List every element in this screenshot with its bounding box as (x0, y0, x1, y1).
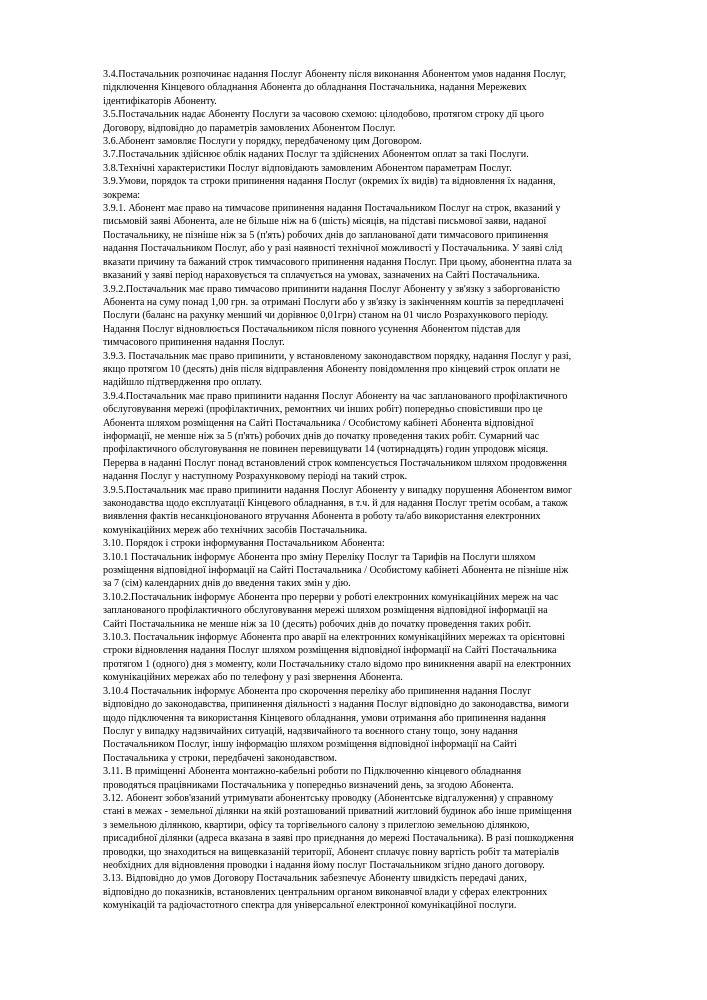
clause-3-10-4: 3.10.4 Постачальник інформує Абонента про скорочення переліку або припинення надання Послуг відповідно до законодавства, припинення діяльності з надання Послуг відповідно до законодавства, вимоги щодо підключення та використання Кінцевого обладнання, умови отримання або припинення надання Послуг у випадку надзвичайних ситуацій, надзвичайного та воєнного стану тощо, зону надання Постачальником Послуг, іншу інформацію шляхом розміщення відповідної інформації на Сайті Постачальника у строки, передбачені законодавством. (103, 685, 569, 764)
clause-3-4: 3.4.Постачальник розпочинає надання Послуг Абоненту після виконання Абонентом умов надання Послуг, підключення Кінцевого обладнання Абонента до обладнання Постачальника, надання Мережевих ідентифікаторів Абоненту. (103, 69, 567, 107)
clause-3-6: 3.6.Абонент замовляє Послуги у порядку, передбаченому цим Договором. (103, 136, 422, 148)
clause-3-13: 3.13. Відповідно до умов Договору Постачальник забезпечує Абоненту швидкість передачі даних, відповідно до показників, встановлених центральним органом виконавчої влади у сферах електронних комунікацій та радіочастотного спектра для універсальної електронної комунікаційної послуги. (103, 873, 548, 912)
clause-3-11: 3.11. В приміщенні Абонента монтажно-кабельні роботи по Підключенню кінцевого обладнання проводяться працівниками Постачальника у попередньо визначений день, за згодою Абонента. (103, 766, 522, 791)
clause-3-9: 3.9.Умови, порядок та строки припинення надання Послуг (окремих їх видів) та відновлення їх надання, зокрема: (103, 176, 556, 201)
clause-3-9-5: 3.9.5.Постачальник має право припинити надання Послуг Абоненту у випадку порушення Абонентом вимог законодавства щодо експлуатації Кінцевого обладнання, в т.ч. й для надання Послуг третім особам, а також виявлення фактів несанкціонованого втручання Абонента в роботу та/або використання електронних комунікаційних мереж або технічних засобів Постачальника. (103, 484, 573, 536)
clause-3-9-1: 3.9.1. Абонент має право на тимчасове припинення надання Постачальником Послуг на строк, вказаний у письмовій заяві Абонента, але не більше ніж на 6 (шість) місяців, на підставі письмової заяви, наданої Постачальнику, не пізніше ніж за 5 (п'ять) робочих днів до запланованої дати тимчасового припинення надання Постачальником Послуг, або у разі наявності технічної можливості у Постачальника. У заяві слід вказати причину та бажаний строк тимчасового припинення надання Послуг. При цьому, абонентна плата за вказаний у заяві період нараховується та сплачується на умовах, зазначених на Сайті Постачальника. (103, 203, 572, 282)
clause-3-10-3: 3.10.3. Постачальник інформує Абонента про аварії на електронних комунікаційних мережах та орієнтовні строки відновлення надання Послуг шляхом розміщення відповідної інформації на Сайті Постачальника протягом 1 (одного) дня з моменту, коли Постачальнику стало відомо про виникнення аварії на електронних комунікаційних мережах або по телефону у разі звернення Абонента. (103, 632, 572, 684)
clause-3-7: 3.7.Постачальник здійснює облік наданих Послуг та здійснених Абонентом оплат за такі Послуги. (103, 149, 529, 161)
clause-3-10-2: 3.10.2.Постачальник інформує Абонента про перерви у роботі електронних комунікаційних мереж на час запланованого профілактичного обслуговування мережі шляхом розміщення відповідної інформації на Сайті Постачальника не менше ніж за 10 (десять) робочих днів до початку проведення таких робіт. (103, 591, 559, 630)
clause-3-5: 3.5.Постачальник надає Абоненту Послуги за часовою схемою: цілодобово, протягом строку дії цього Договору, відповідно до параметрів замовлених Абонентом Послуг. (103, 109, 544, 134)
clause-3-10-1: 3.10.1 Постачальник інформує Абонента про зміну Переліку Послуг та Тарифів на Послуги шляхом розміщення відповідної інформації на Сайті Постачальника / Особистому кабінеті Абонента не пізніше ніж за 7 (сім) календарних днів до введення таких змін у дію. (103, 551, 569, 590)
clause-3-9-2: 3.9.2.Постачальник має право тимчасово припинити надання Послуг Абоненту у зв'язку з заборгованістю Абонента на суму понад 1,00 грн. за отримані Послуги або у зв'язку із закінченням коштів за передплаченi Послуги (баланс на рахунку менший чи дорівнює 0,01грн) станом на 01 число Розрахункового періоду. Надання Послуг відновлюється Постачальником після повного усунення Абонентом підстав для тимчасового припинення надання Послуг. (103, 283, 564, 349)
clause-3-8: 3.8.Технічні характеристики Послуг відповідають замовленим Абонентом параметрам Послуг. (103, 162, 512, 174)
document-page (103, 68, 623, 913)
clause-3-9-3: 3.9.3. Постачальник має право припинити, у встановленому законодавством порядку, надання Послуг у разі, якщо протягом 10 (десять) днів після відправлення Абоненту повідомлення про кінцевий строк оплати не надійшло підтвердження про оплату. (103, 350, 572, 389)
clause-3-10: 3.10. Порядок і строки інформування Постачальником Абонента: (103, 538, 385, 550)
clause-3-12: 3.12. Абонент зобов'язаний утримувати абонентську проводку (Абонентське відгалуження) у справному стані в межах - земельної ділянки на якій розташований приватний житловий будинок або інше приміщення з земельною ділянкою, квартири, офісу та торгівельного салону з прилеглою земельною ділянкою, присадибної ділянки (адреса вказана в заяві про приєднання до мережі Постачальника). В разі пошкодження проводки, що знаходиться на вищевказаній території, Абонент сплачує повну вартість робіт та матеріалів необхідних для відновлення проводки і надання йому послуг Постачальником згідно даного договору. (103, 792, 574, 871)
clause-3-9-4: 3.9.4.Постачальник має право припинити надання Послуг Абоненту на час запланованого профілактичного обслуговування мережі (профілактичних, ремонтних чи інших робіт) попередньо сповістивши про це Абонента шляхом розміщення на Сайті Постачальника / Особистому кабінеті Абонента відповідної інформації, не менше ніж за 5 (п'ять) робочих днів до початку проведення таких робіт. Сумарний час профілактичного обслуговування не повинен перевищувати 14 (чотирнадцять) годин упродовж місяця. Перерва в наданні Послуг понад встановлений строк компенсується Постачальником шляхом продовження надання Послуг у наступному Розрахунковому періоді на такий строк. (103, 390, 568, 483)
